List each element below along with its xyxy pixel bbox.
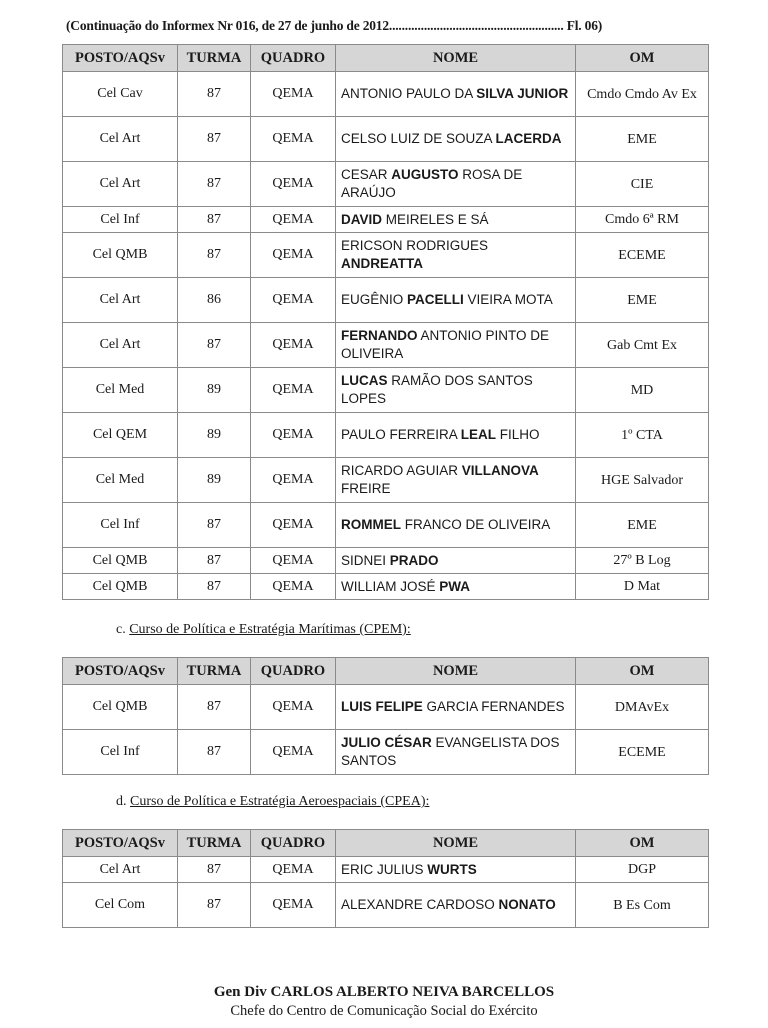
name-text: FREIRE: [341, 481, 391, 496]
section-c-prefix: c.: [116, 622, 130, 637]
column-header-quadro: QUADRO: [251, 658, 336, 685]
name-emphasis: VILLANOVA: [461, 463, 539, 478]
om-cell: B Es Com: [576, 883, 709, 928]
om-cell: Gab Cmt Ex: [576, 323, 709, 368]
om-cell: 27º B Log: [576, 548, 709, 574]
posto-cell: Cel QMB: [63, 233, 178, 278]
name-text: RAMÃO DOS SANTOS LOPES: [341, 373, 533, 406]
name-text: ROSA DE ARAÚJO: [341, 167, 523, 200]
column-header-turma: TURMA: [178, 658, 251, 685]
column-header-nome: NOME: [336, 830, 576, 857]
posto-cell: Cel Art: [63, 117, 178, 162]
course-table-1: [62, 44, 709, 600]
section-d-prefix: d.: [116, 794, 130, 809]
table-header-row: [63, 658, 709, 685]
column-header-posto: POSTO/AQSv: [63, 658, 178, 685]
table-row: [63, 323, 709, 368]
om-cell: Cmdo Cmdo Av Ex: [576, 72, 709, 117]
name-text: RICARDO AGUIAR: [341, 463, 462, 478]
nome-cell: [336, 162, 576, 207]
column-header-om: OM: [576, 658, 709, 685]
quadro-cell: QEMA: [251, 162, 336, 207]
name-emphasis: PWA: [439, 578, 471, 594]
turma-cell: 89: [178, 458, 251, 503]
nome-cell: [336, 278, 576, 323]
posto-cell: Cel Art: [63, 323, 178, 368]
nome-cell: [336, 730, 576, 775]
turma-cell: 87: [178, 323, 251, 368]
om-cell: EME: [576, 117, 709, 162]
om-cell: EME: [576, 503, 709, 548]
section-c-title: Curso de Política e Estratégia Marítimas (CPEM):: [129, 622, 411, 637]
column-header-quadro: QUADRO: [251, 830, 336, 857]
section-c-heading: [116, 622, 411, 638]
column-header-turma: TURMA: [178, 45, 251, 72]
posto-cell: Cel Com: [63, 883, 178, 928]
om-cell: D Mat: [576, 574, 709, 600]
name-text: GARCIA FERNANDES: [422, 699, 565, 714]
nome-cell: [336, 207, 576, 233]
nome-cell: [336, 323, 576, 368]
name-text: ALEXANDRE CARDOSO: [341, 897, 499, 912]
name-emphasis: WURTS: [427, 861, 477, 877]
name-text: EUGÊNIO: [341, 292, 408, 307]
quadro-cell: QEMA: [251, 857, 336, 883]
om-cell: HGE Salvador: [576, 458, 709, 503]
quadro-cell: QEMA: [251, 117, 336, 162]
table-row: [63, 685, 709, 730]
turma-cell: 87: [178, 233, 251, 278]
quadro-cell: QEMA: [251, 883, 336, 928]
table-row: [63, 278, 709, 323]
posto-cell: Cel QMB: [63, 548, 178, 574]
name-emphasis: PRADO: [389, 552, 439, 568]
table-row: [63, 368, 709, 413]
nome-cell: [336, 883, 576, 928]
quadro-cell: QEMA: [251, 730, 336, 775]
quadro-cell: QEMA: [251, 368, 336, 413]
turma-cell: 87: [178, 685, 251, 730]
nome-cell: [336, 117, 576, 162]
table-header-row: [63, 830, 709, 857]
turma-cell: 87: [178, 117, 251, 162]
name-text: FRANCO DE OLIVEIRA: [401, 517, 551, 532]
nome-cell: [336, 574, 576, 600]
om-cell: Cmdo 6ª RM: [576, 207, 709, 233]
posto-cell: Cel Art: [63, 278, 178, 323]
name-text: EVANGELISTA DOS SANTOS: [341, 735, 560, 768]
name-text: ANTONIO PAULO DA: [341, 86, 477, 101]
posto-cell: Cel QEM: [63, 413, 178, 458]
table-header-row: [63, 45, 709, 72]
posto-cell: Cel Med: [63, 368, 178, 413]
name-text: CELSO LUIZ DE SOUZA: [341, 131, 496, 146]
table-row: [63, 883, 709, 928]
table-row: [63, 503, 709, 548]
column-header-posto: POSTO/AQSv: [63, 45, 178, 72]
nome-cell: [336, 548, 576, 574]
table-row: [63, 458, 709, 503]
column-header-quadro: QUADRO: [251, 45, 336, 72]
turma-cell: 87: [178, 857, 251, 883]
table-row: [63, 162, 709, 207]
turma-cell: 87: [178, 883, 251, 928]
name-emphasis: AUGUSTO: [391, 167, 459, 182]
posto-cell: Cel Med: [63, 458, 178, 503]
table-row: [63, 413, 709, 458]
turma-cell: 87: [178, 548, 251, 574]
name-text: SIDNEI: [341, 552, 390, 568]
om-cell: DMAvEx: [576, 685, 709, 730]
turma-cell: 89: [178, 413, 251, 458]
name-emphasis: PACELLI: [407, 292, 464, 307]
name-emphasis: DAVID: [341, 211, 383, 227]
turma-cell: 87: [178, 503, 251, 548]
name-emphasis: LEAL: [460, 427, 497, 442]
name-emphasis: ANDREATTA: [341, 256, 423, 271]
om-cell: ECEME: [576, 730, 709, 775]
om-cell: MD: [576, 368, 709, 413]
om-cell: 1º CTA: [576, 413, 709, 458]
name-emphasis: ROMMEL: [341, 517, 401, 532]
column-header-nome: NOME: [336, 658, 576, 685]
name-emphasis: LUIS FELIPE: [341, 699, 423, 714]
signature-title: Chefe do Centro de Comunicação Social do Exército: [230, 1003, 538, 1019]
table-row: [63, 117, 709, 162]
om-cell: ECEME: [576, 233, 709, 278]
column-header-nome: NOME: [336, 45, 576, 72]
quadro-cell: QEMA: [251, 574, 336, 600]
name-text: ERIC JULIUS: [341, 861, 428, 877]
column-header-turma: TURMA: [178, 830, 251, 857]
name-text: WILLIAM JOSÉ: [341, 578, 440, 594]
column-header-om: OM: [576, 45, 709, 72]
om-cell: EME: [576, 278, 709, 323]
posto-cell: Cel Inf: [63, 503, 178, 548]
name-emphasis: LUCAS: [341, 373, 388, 388]
quadro-cell: QEMA: [251, 548, 336, 574]
table-row: [63, 857, 709, 883]
section-d-heading: [116, 794, 429, 810]
table-row: [63, 233, 709, 278]
name-text: MEIRELES E SÁ: [382, 211, 489, 227]
turma-cell: 87: [178, 72, 251, 117]
nome-cell: [336, 413, 576, 458]
nome-cell: [336, 233, 576, 278]
posto-cell: Cel Cav: [63, 72, 178, 117]
name-emphasis: FERNANDO: [341, 328, 418, 343]
turma-cell: 87: [178, 574, 251, 600]
name-emphasis: SILVA JUNIOR: [476, 86, 569, 101]
turma-cell: 89: [178, 368, 251, 413]
nome-cell: [336, 503, 576, 548]
table-row: [63, 548, 709, 574]
quadro-cell: QEMA: [251, 323, 336, 368]
nome-cell: [336, 458, 576, 503]
section-d-title: Curso de Política e Estratégia Aeroespaciais (CPEA):: [130, 794, 430, 809]
name-text: VIEIRA MOTA: [463, 292, 553, 307]
table-row: [63, 574, 709, 600]
quadro-cell: QEMA: [251, 278, 336, 323]
nome-cell: [336, 368, 576, 413]
name-emphasis: NONATO: [498, 897, 556, 912]
quadro-cell: QEMA: [251, 207, 336, 233]
turma-cell: 87: [178, 162, 251, 207]
signature-name: Gen Div CARLOS ALBERTO NEIVA BARCELLOS: [213, 984, 555, 1000]
quadro-cell: QEMA: [251, 503, 336, 548]
quadro-cell: QEMA: [251, 685, 336, 730]
name-text: ERICSON RODRIGUES: [341, 238, 489, 253]
posto-cell: Cel Art: [63, 162, 178, 207]
quadro-cell: QEMA: [251, 458, 336, 503]
table-row: [63, 72, 709, 117]
nome-cell: [336, 72, 576, 117]
column-header-posto: POSTO/AQSv: [63, 830, 178, 857]
course-table-cpea: [62, 829, 709, 928]
quadro-cell: QEMA: [251, 413, 336, 458]
document-header: (Continuação do Informex Nr 016, de 27 de junho de 2012....................................................... Fl. 06): [66, 18, 603, 33]
turma-cell: 87: [178, 207, 251, 233]
name-text: ANTONIO PINTO DE OLIVEIRA: [341, 328, 550, 361]
turma-cell: 87: [178, 730, 251, 775]
name-emphasis: LACERDA: [495, 131, 562, 146]
nome-cell: [336, 685, 576, 730]
nome-cell: [336, 857, 576, 883]
name-text: PAULO FERREIRA: [341, 427, 461, 442]
posto-cell: Cel Inf: [63, 730, 178, 775]
name-text: FILHO: [496, 427, 540, 442]
om-cell: DGP: [576, 857, 709, 883]
quadro-cell: QEMA: [251, 72, 336, 117]
table-row: [63, 207, 709, 233]
course-table-cpem: [62, 657, 709, 775]
posto-cell: Cel Inf: [63, 207, 178, 233]
table-row: [63, 730, 709, 775]
posto-cell: Cel QMB: [63, 574, 178, 600]
turma-cell: 86: [178, 278, 251, 323]
column-header-om: OM: [576, 830, 709, 857]
om-cell: CIE: [576, 162, 709, 207]
quadro-cell: QEMA: [251, 233, 336, 278]
posto-cell: Cel QMB: [63, 685, 178, 730]
name-text: CESAR: [341, 167, 392, 182]
posto-cell: Cel Art: [63, 857, 178, 883]
name-emphasis: JULIO CÉSAR: [341, 735, 432, 750]
